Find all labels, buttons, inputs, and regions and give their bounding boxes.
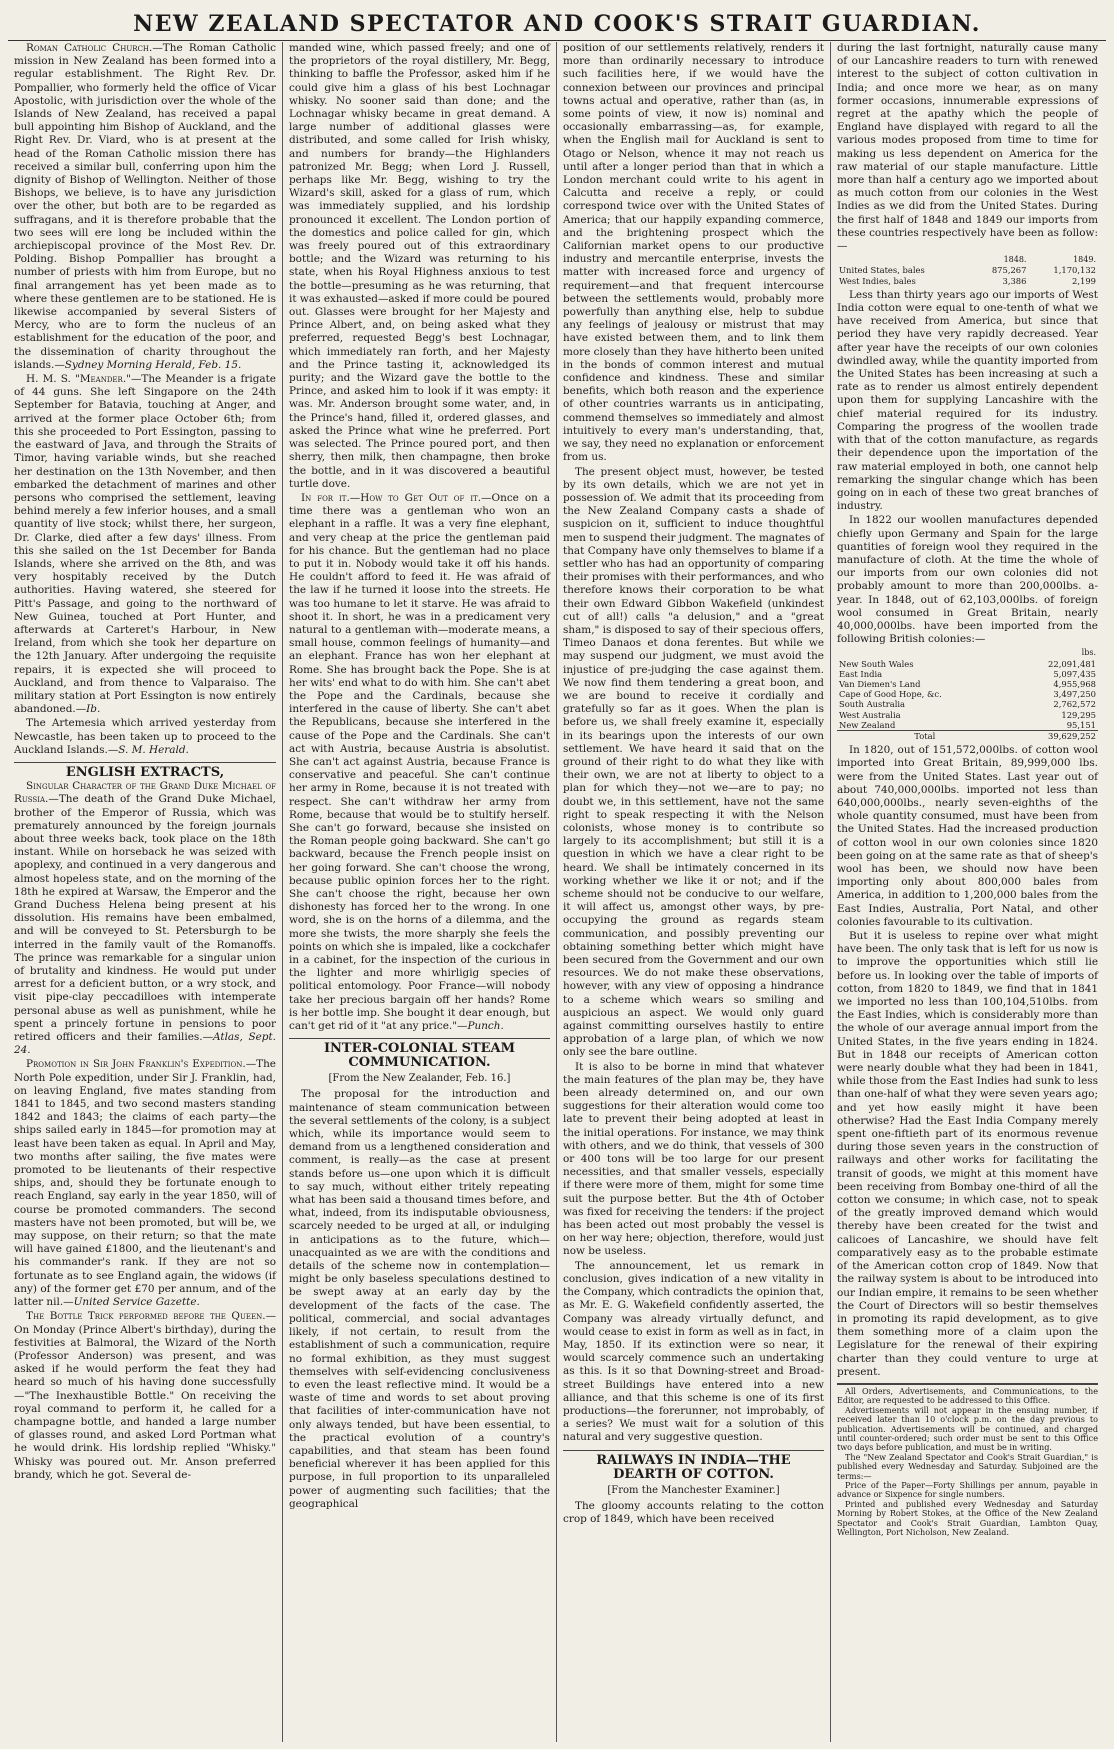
article-source: United Service Gazette. bbox=[73, 1296, 200, 1309]
article-roman-catholic-church bbox=[14, 42, 276, 372]
row-label: West Indies, bales bbox=[839, 275, 916, 286]
notice-line: The "New Zealand Spectator and Cook's Strait Guardian," is published every Wednesday and Saturday. Subjoined are the terms:— bbox=[837, 1451, 1098, 1481]
table-row bbox=[837, 265, 1098, 275]
masthead-rule bbox=[8, 40, 1106, 41]
article-text: —The death of the Grand Duke Michael, brother of the Emperor of Russia, which was prematurely announced by the foreign journals about three weeks back, took place on the 18th instant. While on horseback he was seized with apoplexy, and continued in a very dangerous and almost hopeless state, and on the morning of the 18th he expired at Warsaw, the Emperor and the Grand Duchess Helena being present at his dissolution. His remains have been embalmed, and will be conveyed to St. Petersburgh to be interred in the family vault of the Romanoffs. The prince was remarkable for a singular union of brutality and kindness. He would put under arrest for a deficient button, or a wry stock, and visit pipe-clay peccadilloes with intemperate personal abuse as well as punishment, while he spent a princely fortune in pensions to poor retired officers and their families.— bbox=[14, 793, 276, 1044]
article-text: The proposal for the introduction and maintenance of steam communication between the several settlements of the colony, is a subject which, while its importance would seem to demand from us a lengthened consideration and comment, is really—as the case at present stands before us—one upon which it is difficult to say much, without either tritely repeating what has been said a thousand times before, and what, indeed, from its indisputable obviousness, scarcely needed to be urged at all, or indulging in anticipations as to the future, which—unacquainted as we are with the conditions and details of the scheme now in contemplation—might be only baseless speculations destined to be swept away at an early day by the development of the facts of the case. The political, commercial, and social advantages likely, if not certain, to result from the establishment of such a communication, require no formal exhibition, as they must suggest themselves with self-evidencing conclusiveness to even the least reflective mind. It would be a waste of time and words to set about proving that facilities of inter-communication have not only always tended, but have been essential, to the practical evolution of a country's capabilities, and that steam has been found beneficial wherever it has been applied for this purpose, in full proportion to its unparalleled power of augmenting such facilities; that the geographical bbox=[289, 1088, 550, 1510]
table-row bbox=[837, 679, 1098, 689]
article-franklin-expedition bbox=[14, 1058, 276, 1309]
table-row bbox=[837, 720, 1098, 731]
table-total-row bbox=[837, 730, 1098, 741]
article-paragraph bbox=[837, 514, 1098, 646]
article-text: position of our settlements relatively, renders it more than ordinarily necessary to introduce such facilities here, if we would have the connexion between our provinces and principal towns actual and operative, rather than (as, in some points of view, it now is) nominal and occasionally embarrassing—as, for example, when the English mail for Auckland is sent to Otago or Nelson, whence it may not reach us until after a longer period than that in which a London merchant could write to his agent in Calcutta and receive a reply, or could correspond twice over with the United States of America; that our happily expanding commerce, and the brightening prospect which the Californian market opens to our productive industry and mercantile enterprise, invests the matter with increased force and urgency of requirement—and that frequent intercourse between the settlements would, probably more powerfully than anything else, help to subdue any feelings of jealousy or mistrust that may have existed between them, and to link them more closely than they have hitherto been united in the bonds of common interest and mutual confidence and kindness. These and similar benefits, which both reason and the experience of other countries warrants us in anticipating, commend themselves so immediately and almost intuitively to every man's understanding, that, we say, they need no explanation or enforcement from us. bbox=[563, 42, 824, 464]
article-paragraph bbox=[563, 1260, 824, 1445]
article-paragraph bbox=[837, 930, 1098, 1379]
article-text: The announcement, let us remark in conclusion, gives indication of a new vitality in the Company, which contradicts the opinion that, as Mr. E. G. Wakefield confidently asserted, the Company was already virtually defunct, and would cease to exist in form as well as in fact, in May, 1850. If its extinction were so near, it would scarcely commence such an undertaking as this. Is it so that Downing-street and Broad-street Buildings have entered into a new alliance, and that this scheme is one of its first productions—the forerunner, not improbably, of a series? We must wait for a solution of this natural and very suggestive question. bbox=[563, 1259, 824, 1444]
article-source: Atlas, Sept. 24. bbox=[14, 1031, 277, 1057]
row-label: East India bbox=[839, 668, 883, 679]
row-value: 129,295 bbox=[1061, 709, 1096, 720]
row-value: 95,151 bbox=[1066, 719, 1096, 730]
section-source-line: [From the New Zealander, Feb. 16.] bbox=[328, 1073, 511, 1085]
year-header: 1848. bbox=[1003, 255, 1027, 265]
row-value: 4,955,968 bbox=[1053, 678, 1096, 689]
section-heading-railways-india: RAILWAYS IN INDIA—THE DEARTH OF COTTON. bbox=[563, 1450, 824, 1482]
row-value: 5,097,435 bbox=[1053, 668, 1096, 679]
notice-line: Printed and published every Wednesday and Saturday Morning by Robert Stokes, at the Office of the New Zealand Spectator and Cook's Strait Guardian, Lambton Quay, Wellington, Port Nicholson, New Zealand. bbox=[837, 1498, 1098, 1538]
article-text: The present object must, however, be tested by its own details, which we are not yet in possession of. We admit that its proceeding from the New Zealand Company casts a shade of suspicion on it, sufficient to induce thoughtful men to suspend their judgment. The magnates of that Company have only themselves to blame if a settler who has had an opportunity of comparing their promises with their performances, and who therefore knows their corporation to be what their own Edward Gibbon Wakefield (unkindest cut of all!) calls "a delusion," and a "great sham," is disposed to say of their specious offers, Timeo Danaos et dona ferentes. But while we may suspend our judgment, we must avoid the injustice of pre-judging the case against them. We now find them tendering a great boon, and we are bound to receive it cordially and gratefully so far as it goes. When the plan is before us, we shall freely examine it, especially in its bearings upon the interests of our own settlement. We have heard it said that on the ground of their right to do what they like with their own, we are not at liberty to object to a plan for which they—not we—are to pay; no doubt we, in this settlement, have not the same right to speak respecting it with the Nelson colonists, whose money is to contribute so largely to its accomplishment; but still it is a question in which we have a clear right to be heard. We shall be intimately concerned in its working whether we like it or not; and if the scheme should not be conducive to our welfare, it will affect us, amongst other ways, by pre-occupying the ground as regards steam communication, and possibly preventing our obtaining something better which might have been secured from the Government and our own resources. We do not make these observations, however, with any view of opposing a hindrance to a scheme which wears so smiling and auspicious an aspect. We would only guard against committing ourselves hastily to entire approbation of a large plan, of which we now only see the bare outline. bbox=[563, 465, 824, 1059]
article-head: H. M. S. "Meander." bbox=[26, 373, 131, 386]
table-row bbox=[837, 276, 1098, 286]
article-text: It is also to be borne in mind that whatever the main features of the plan may be, they have been already determined on, and our own suggestions for their alteration would come too late to prevent their being adopted at least in the initial operations. For instance, we may think with others, and we do think, that vessels of 300 or 400 tons will be too large for our present necessities, and that smaller vessels, especially if there were more of them, might for some time suit the purpose better. But the 4th of October was fixed for receiving the tenders: if the project has been acted out most probably the vessel is on her way here; objection, therefore, would just now be useless. bbox=[563, 1060, 824, 1258]
article-text: manded wine, which passed freely; and one of the proprietors of the royal distillery, Mr. Begg, thinking to baffle the Professor, asked him if he could give him a glass of his best Lochnagar whisky. No sooner said than done; and the Lochnagar whisky became in great demand. A large number of additional glasses were distributed, and some called for Irish whisky, and numbers for brandy—the Highlanders patronized Mr. Begg; when Lord J. Russell, perhaps like Mr. Begg, wishing to try the Wizard's skill, asked for a glass of rum, which was immediately supplied, and his lordship pronounced it excellent. The London portion of the domestics and police called for gin, which was freely poured out of this extraordinary bottle; and the Wizard was returning to his state, when his Royal Highness anxious to test the bottle—presuming as he was returning, that it was exhausted—asked if more could be poured out. Glasses were brought for her Majesty and Prince Albert, and, on being asked what they preferred, requested Begg's best Lochnagar, which immediately ran forth, and her Majesty and the Prince tasting it, acknowledged its purity; and the Wizard gave the bottle to the Prince, and asked him to look if it was empty: it was. Mr. Anderson brought some water, and, in the Prince's hand, filled it, ordered glasses, and asked the Prince what wine he preferred. Port was selected. The Prince poured port, and then sherry, then milk, then champagne, then broke the bottle, and in it was discovered a beautiful turtle dove. bbox=[289, 42, 550, 490]
total-value: 39,629,252 bbox=[1013, 730, 1098, 741]
row-label: New Zealand bbox=[839, 719, 896, 730]
article-head: In for it.—How to Get Out of it. bbox=[301, 491, 482, 504]
notice-line: Advertisements will not appear in the ensuing number, if received later than 10 o'clock p.m. on the day previous to publication. Advertisements will be continued, and charged until counter-ordered; such order must be sent to this Office two days before publication, and must be in writing. bbox=[837, 1404, 1098, 1453]
article-paragraph bbox=[563, 1061, 824, 1259]
section-heading-english-extracts: ENGLISH EXTRACTS, bbox=[14, 762, 276, 779]
article-text: But it is useless to repine over what might have been. The only task that is left for us now is to improve the opportunities which still lie before us. In looking over the table of imports of cotton, from 1820 to 1849, we find that in 1841 we imported no less than 100,104,510lbs. from the East Indies, which is considerably more than the whole of our average annual import from the United States, in the five years ending in 1824. But in 1848 our receipts of American cotton were nearly double what they had been in 1841, while those from the East Indies had sunk to less than one-half of what they were seven years ago; and yet how easily might it have been otherwise? Had the East India Company merely spent one-fiftieth part of its enormous revenue during those seven years in the construction of railways and other works for facilitating the transit of goods, we might at this moment have been receiving from Bombay one-third of all the cotton we consume; in which case, not to speak of the greatly improved demand which would thereby have been created for the twist and calicoes of Lancashire, we should have felt comparatively easy as to the probable estimate of the American cotton crop of 1849. Now that the railway system is about to be introduced into our Indian empire, it remains to be seen whether the Court of Directors will so bestir themselves in promoting its rapid development, as to give them something more of a claim upon the Legislature for the renewal of their expiring charter than they could venture to urge at present. bbox=[837, 930, 1098, 1378]
article-in-for-it bbox=[289, 492, 550, 1033]
notice-line: All Orders, Advertisements, and Communications, to the Editor, are requested to be addressed to this Office. bbox=[837, 1385, 1098, 1406]
article-text: The gloomy accounts relating to the cotton crop of 1849, which have been received bbox=[563, 1499, 824, 1525]
article-steam-continued bbox=[563, 42, 824, 465]
table-row bbox=[837, 689, 1098, 699]
column-2 bbox=[282, 42, 556, 1742]
article-paragraph bbox=[837, 744, 1098, 929]
row-label: United States, bales bbox=[839, 265, 925, 276]
article-paragraph bbox=[563, 466, 824, 1060]
year-header: 1849. bbox=[1073, 255, 1096, 265]
article-head: The Bottle Trick performed before the Queen. bbox=[26, 1310, 266, 1323]
row-label: South Australia bbox=[839, 699, 906, 710]
row-value: 3,386 bbox=[1002, 275, 1027, 286]
article-text: during the last fortnight, naturally cause many of our Lancashire readers to turn with renewed interest to the subject of cotton cultivation in India; and once more we hear, as on many former occasions, innumerable expressions of regret at the apathy which the people of England have displayed with regard to all the various modes proposed from time to time for making us less dependent on America for the raw material of our staple manufacture. Little more than half a century ago we imported about as much cotton from our colonies in the West Indies as we did from the United States. During the first half of 1848 and 1849 our imports from these countries respectively have been as follow:— bbox=[837, 42, 1098, 253]
article-text: —The Meander is a frigate of 44 guns. She left Singapore on the 24th September for Batavia, touching at Anger, and arrived at the former place October 6th; from this she proceeded to Port Essington, passing to the eastward of Java, and through the Straits of Timor, having variable winds, but she reached her destination on the 13th November, and then embarked the detachment of marines and other persons who comprised the settlement, leaving behind merely a few inferior houses, and a small quantity of live stock; whilst there, her surgeon, Dr. Clarke, died after a few days' illness. From this she sailed on the 1st December for Banda Islands, where she arrived on the 8th, and was very hospitably received by the Dutch authorities. Having watered, she steered for Pitt's Passage, and going to the northward of New Guinea, touched at Port Hunter, and afterwards at Carteret's Harbour, in New Ireland, from which she took her departure on the 12th January. After undergoing the requisite repairs, it is expected she will proceed to Auckland, and from thence to Valparaiso. The military station at Port Essington is now entirely abandoned.— bbox=[14, 373, 276, 716]
row-value: 2,762,572 bbox=[1053, 699, 1096, 710]
table-row bbox=[837, 710, 1098, 720]
total-label: Total bbox=[837, 730, 1013, 741]
row-label: Cape of Good Hope, &c. bbox=[839, 689, 942, 700]
table-header-row bbox=[837, 255, 1098, 265]
article-railways-india bbox=[563, 1500, 824, 1526]
row-value: 3,497,250 bbox=[1053, 689, 1096, 700]
article-head: Promotion in Sir John Franklin's Expedition. bbox=[26, 1058, 246, 1071]
table-row bbox=[837, 669, 1098, 679]
article-head: Singular Character of the Grand Duke Michael of Russia. bbox=[14, 780, 276, 806]
article-head: Roman Catholic Church. bbox=[26, 42, 153, 54]
row-label: New South Wales bbox=[839, 658, 914, 669]
article-bottle-trick-continued bbox=[289, 42, 550, 491]
article-text: In 1822 our woollen manufactures depended chiefly upon Germany and Spain for the large quantities of foreign wool they required in the manufacture of cloth. At the time the whole of our imports from our own colonies did not probably amount to more than 200,000lbs. a-year. In 1848, out of 62,103,000lbs. of foreign wool consumed in Great Britain, nearly 40,000,000lbs. have been imported from the following British colonies:— bbox=[837, 514, 1098, 646]
unit-header: lbs. bbox=[1081, 648, 1096, 658]
article-text: The Artemesia which arrived yesterday from Newcastle, has been taken up to proceed to the Auckland Islands.— bbox=[14, 717, 276, 756]
article-source: S. M. Herald. bbox=[118, 743, 189, 756]
article-text: —On Monday (Prince Albert's birthday), during the festivities at Balmoral, the Wizard of the North (Professor Anderson) was present, and was asked if he would perform the feat they had heard so much of his having done successfully—"The Inexhaustible Bottle." On receiving the royal command to perform it, he called for a champagne bottle, and handed a large number of glasses round, and asked Lord Portman what he would drink. His lordship replied "Whisky." Whisky was poured out. Mr. Anson preferred brandy, which he got. Several de- bbox=[14, 1310, 276, 1481]
table-cell bbox=[837, 255, 971, 265]
article-railways-continued bbox=[837, 42, 1098, 253]
article-paragraph bbox=[837, 289, 1098, 513]
article-source: Ib. bbox=[86, 703, 101, 716]
wool-import-table bbox=[837, 648, 1098, 741]
row-value: 22,091,481 bbox=[1048, 658, 1096, 669]
notice-line: Price of the Paper—Forty Shillings per annum, payable in advance or Sixpence for single numbers. bbox=[837, 1479, 1098, 1500]
article-grand-duke-michael bbox=[14, 780, 276, 1057]
article-text: In 1820, out of 151,572,000lbs. of cotton wool imported into Great Britain, 89,999,000 lbs. were from the United States. Last year out of about 740,000,000lbs. imported not less than 640,000,000lbs., nearly seven-eighths of the whole quantity consumed, must have been from the United States. Had the increased production of cotton wool in our own colonies since 1820 been going on at the same rate as that of sheep's wool has been, we should now have been importing only about 800,000 bales from America, in addition to 1,200,000 bales from the East Indies, Australia, Port Natal, and other colonies favourable to its cultivation. bbox=[837, 744, 1098, 928]
table-header-row bbox=[837, 648, 1098, 658]
column-1 bbox=[8, 42, 282, 1742]
article-meander bbox=[14, 373, 276, 716]
article-source: Punch. bbox=[467, 1020, 504, 1033]
row-value: 875,267 bbox=[991, 265, 1027, 276]
column-3 bbox=[556, 42, 830, 1742]
article-steam-communication bbox=[289, 1088, 550, 1511]
section-heading-steam-communication: INTER-COLONIAL STEAM COMMUNICATION. bbox=[289, 1038, 550, 1070]
column-4 bbox=[830, 42, 1104, 1742]
article-bottle-trick bbox=[14, 1310, 276, 1482]
row-label: West Australia bbox=[839, 709, 901, 720]
masthead: NEW ZEALAND SPECTATOR AND COOK'S STRAIT GUARDIAN. bbox=[133, 11, 981, 37]
table-row bbox=[837, 699, 1098, 709]
article-source: Sydney Morning Herald, Feb. 15. bbox=[64, 358, 242, 371]
article-text: —Once on a time there was a gentleman who won an elephant in a raffle. It was a very fine elephant, and very cheap at the price the gentleman paid for his chance. But the gentleman had no place to put it in. Nobody would take it off his hands. He couldn't afford to feed it. He was afraid of the law if he turned it loose into the streets. He was too humane to let it starve. He was afraid to shoot it. In short, he was in a predicament very natural to a gentleman with—moderate means, a small house, common feelings of humanity—and an elephant. France has won her elephant at Rome. She has brought back the Pope. She is at her wits' end what to do with him. She can't abet the Pope and the Cardinals, because she interfered in the cause of liberty. She can't abet the Republicans, because she interfered in the cause of the Pope and the Cardinals. She can't act with Austria, because Austria is absolutist. She can't act against Austria, because France is conservative and peaceful. She can't continue her army in Rome, because it is not treated with respect. She can't withdraw her army from Rome, because that would be to stultify herself. She can't go forward, because she insisted on the Roman people going backward. She can't go backward, because the French people insist on her going forward. She can't choose the wrong, because public opinion forces her to the right. She can't choose the right, because her own dishonesty has forced her to the wrong. In one word, she is on the horns of a dilemma, and the more she twists, the more sharply she feels the points on which she is impaled, like a cockchafer in a cabinet, for the inspection of the curious in the lighter and more whirligig species of political entomology. Poor France—will nobody take her precious bargain off her hands? Rome is her bottle imp. She bought it dear enough, but can't get rid of it "at any price."— bbox=[289, 491, 551, 1033]
row-value: 2,199 bbox=[1072, 275, 1096, 286]
row-value: 1,170,132 bbox=[1053, 265, 1096, 276]
table-row bbox=[837, 659, 1098, 669]
article-text: —The Roman Catholic mission in New Zealand has been formed into a regular establishment. The Right Rev. Dr. Pompallier, who formerly held the office of Vicar Apostolic, with jurisdiction over the whole of the Islands of New Zealand, has received a papal bull appointing him Bishop of Auckland, and the Right Rev. Dr. Viard, who is at present at the head of the Roman Catholic mission there has received a similar bull, conferring upon him the dignity of Bishop of Wellington. Neither of those Bishops, we believe, is to have any jurisdiction over the other, but both are to be regarded as suffragans, and it is therefore probable that the two sees will ere long be included within the archiepiscopal province of the Most Rev. Dr. Polding. Bishop Pompallier has brought a number of priests with him from Europe, but no final arrangement has yet been made as to where these gentlemen are to be stationed. He is likewise accompanied by several Sisters of Mercy, who are to form the nucleus of an establishment for the education of the poor, and the dissemination of charity throughout the islands.— bbox=[14, 42, 276, 371]
article-text: —The North Pole expedition, under Sir J. Franklin, had, on leaving England, five mates standing from 1841 to 1845, and two second masters standing 1842 and 1843; the claims of each party—the ships sailed early in 1845—for promotion may at least have been taken as equal. In April and May, two months after sailing, the five mates were promoted to be lieutenants of their respective ships, and, should they be fortunate enough to reach England, say early in the year 1850, will of course be promoted commanders. The second masters have not been promoted, but will be, we may suppose, on their return; so that the mate will have gained £1800, and the lieutenant's and his commander's rank. If they are not so fortunate as to see England again, the widows (if any) of the former get £70 per annum, and of the latter nil.— bbox=[14, 1058, 276, 1309]
section-source-line: [From the Manchester Examiner.] bbox=[607, 1484, 780, 1496]
cotton-import-table bbox=[837, 255, 1098, 286]
table-cell bbox=[837, 648, 1013, 658]
row-label: Van Diemen's Land bbox=[839, 678, 921, 689]
article-artemesia bbox=[14, 717, 276, 757]
publisher-notice bbox=[837, 1383, 1098, 1538]
columns bbox=[8, 42, 1106, 1742]
article-text: Less than thirty years ago our imports of West India cotton were equal to one-tenth of what we have received from America, but since that period they have very rapidly decreased. Year after year have the receipts of our own colonies dwindled away, while the quantity imported from the United States has been increasing at such a rate as to render us almost entirely dependent upon them for supplying Lancashire with the chief material required for its industry. Comparing the progress of the woollen trade with that of the cotton manufacture, as regards their dependence upon the importation of the raw material employed in both, one cannot help remarking the singular change which has been going on in each of these two great branches of industry. bbox=[837, 288, 1098, 513]
